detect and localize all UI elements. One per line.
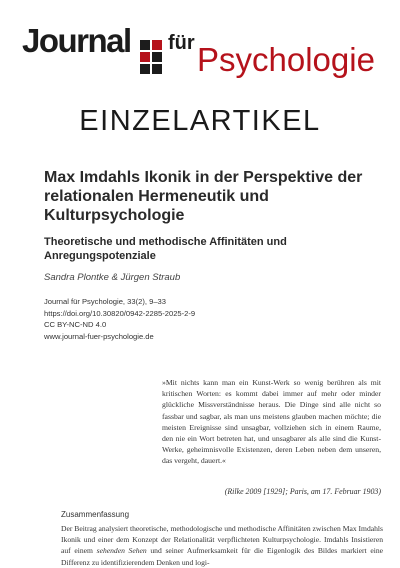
article-subtitle: Theoretische und methodische Affinitäten und Anregungspotenziale [44, 236, 287, 262]
epigraph-quote: »Mit nichts kann man ein Kunst-Werk so wenig berühren als mit kritischen Worten: es kommt dabei immer auf mehr oder minder glückliche Missverständnisse heraus. Die Dinge sind alle nicht so fassbar und sagbar, als man uns meistens glauben machen möchte; die meisten Ereignisse sind unsagbar, vollziehen sich in einem Raume, den nie ein Wort betreten hat, und unsagbarer als alle sind die Kunst-Werke, geheimnisvolle Existenzen, deren Leben neben dem unseren, das vergeht, dauert.« [162, 378, 381, 466]
abstract-text-2: und seiner Aufmerksamkeit für die Eigenlogik des Bildes markiert eine Differenz zu identifizierendem Denken und logi- [61, 546, 383, 567]
logo-square-dark-1 [140, 40, 150, 50]
journal-logo-word: Journal [22, 22, 131, 59]
article-metadata [44, 296, 195, 342]
abstract-body [61, 523, 383, 568]
logo-square-red-2 [140, 52, 150, 62]
epigraph-source: (Rilke 2009 [1929]; Paris, am 17. Februar 1903) [224, 487, 381, 496]
logo-square-dark-2 [152, 52, 162, 62]
abstract-text-1: Der Beitrag analysiert theoretische, methodologische und methodische Affinitäten zwischen Max Imdahls Ikonik und einer dem Konzept der Relationalität verpflichteten Kulturpsychologie. Imdahls Insistieren auf einem [61, 524, 383, 556]
abstract-heading: Zusammenfassung [61, 510, 130, 519]
journal-logo-fuer: für [168, 32, 195, 54]
journal-logo-psychologie: Psychologie [197, 41, 375, 78]
doi-link[interactable]: https://doi.org/10.30820/0942-2285-2025-2-9 [44, 308, 196, 318]
article-kind-heading: EINZELARTIKEL [79, 105, 321, 137]
journal-logo-squares-icon [140, 40, 164, 73]
website-link[interactable]: www.journal-fuer-psychologie.de [44, 331, 154, 341]
logo-square-dark-4 [152, 64, 162, 74]
article-title: Max Imdahls Ikonik in der Perspektive der relationalen Hermeneutik und Kulturpsychologie [44, 169, 363, 224]
logo-square-red-1 [152, 40, 162, 50]
article-authors: Sandra Plontke & Jürgen Straub [44, 272, 181, 283]
abstract-emphasis: sehenden Sehen [96, 546, 147, 556]
logo-square-dark-3 [140, 64, 150, 74]
citation: Journal für Psychologie, 33(2), 9–33 [44, 297, 166, 306]
license: CC BY-NC-ND 4.0 [44, 320, 107, 329]
